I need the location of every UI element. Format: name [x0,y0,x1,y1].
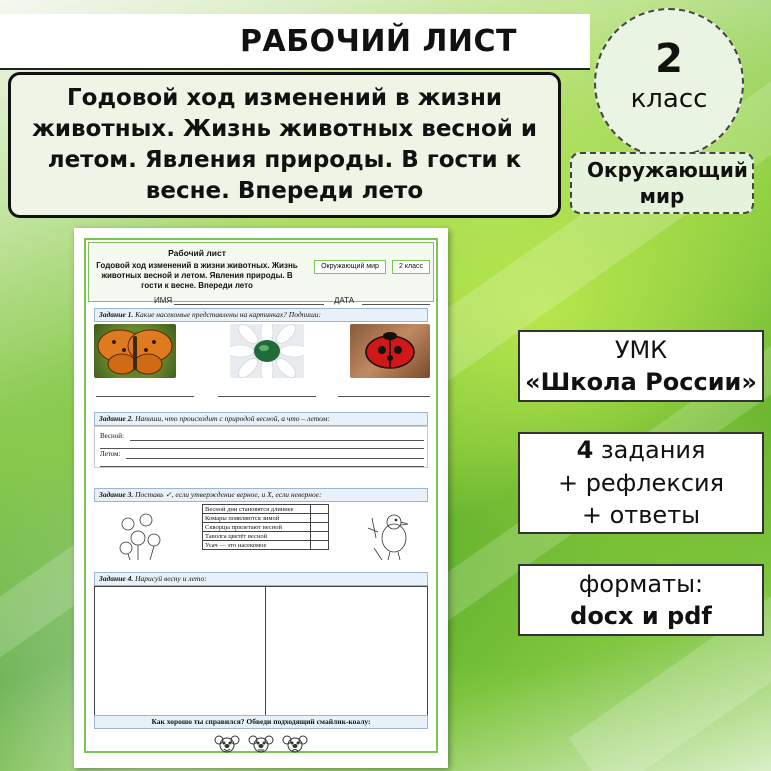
formats-label: форматы: [578,569,704,598]
koala-sad-icon[interactable] [282,734,308,754]
name-line [174,304,324,305]
task1-text: Какие насекомые представлены на картинках? Подпиши: [135,310,322,319]
topic-text: Годовой ход изменений в жизни животных. Жизнь животных весной и летом. Явления природы. В гости к весне. Впереди лето [32,84,537,205]
answer-cell[interactable] [311,505,329,514]
date-line [362,304,430,305]
task2-area [94,426,428,468]
firebug-photo [350,324,430,378]
drawing-divider [265,587,266,715]
task4-number: Задание 4. [99,574,134,583]
task2-text: Напиши, что происходит с природой весной, а что – летом: [135,414,330,423]
statement-cell: Скворцы прилетают весной [203,523,311,532]
task3-text: Поставь ✓, если утверждение верное, и Х, если неверное: [135,490,322,499]
worksheet-subject-chip: Окружающий мир [314,260,386,274]
subject-badge [570,152,754,214]
page-title: РАБОЧИЙ ЛИСТ [240,24,517,59]
answer-cell[interactable] [311,514,329,523]
grade-word: класс [630,84,708,114]
task1-number: Задание 1. [99,310,134,319]
statement-cell: Таволга цветёт весной [203,532,311,541]
spring-line [130,440,424,441]
tasks-word: задания [600,436,706,465]
subject-text: Окружающий мир [587,158,748,208]
umk-value: «Школа России» [525,368,757,396]
task4-bar [94,572,428,586]
extra-reflection: + рефлексия [557,468,725,497]
worksheet-title: Рабочий лист [168,248,226,258]
topic-box [8,72,561,218]
answer-cell[interactable] [311,523,329,532]
grade-number: 2 [655,36,683,82]
name-label: ИМЯ [154,296,173,305]
table-row [203,505,329,514]
koala-happy-icon[interactable] [214,734,240,754]
answer-line-3 [338,396,430,397]
statement-cell: Весной дни становятся длиннее [203,505,311,514]
grade-badge [594,8,744,158]
umk-label: УМК [614,335,668,364]
summer-label: Летом: [100,450,121,458]
task2-bar [94,412,428,426]
formats-value: docx и pdf [570,602,712,630]
reflection-bar: Как хорошо ты справился? Обведи подходящий смайлик-коалу: [94,715,428,729]
task4-text: Нарисуй весну и лето: [135,574,207,583]
spring-line-2 [100,448,424,449]
statement-cell: Усач — это насекомое [203,541,311,550]
answer-cell[interactable] [311,532,329,541]
koala-neutral-icon[interactable] [248,734,274,754]
table-row [203,514,329,523]
task1-bar [94,308,428,322]
answer-line-1 [96,396,194,397]
answer-cell[interactable] [311,541,329,550]
date-label: ДАТА [334,296,355,305]
butterfly-photo [94,324,176,378]
table-row [203,532,329,541]
worksheet-title-block [92,248,302,291]
table-row [203,523,329,532]
drawing-area[interactable] [94,586,428,716]
statement-cell: Комары появляются зимой [203,514,311,523]
tasks-box [518,432,764,534]
spring-label: Весной: [100,432,124,440]
tasks-count: 4 [576,436,594,465]
worksheet-grade-chip: 2 класс [392,260,430,274]
extra-answers: + ответы [581,501,701,530]
statements-table [202,504,329,550]
beetle-photo [230,324,304,378]
worksheet-preview [74,228,448,768]
formats-box [518,564,764,636]
table-row [203,541,329,550]
tasks-line [520,434,762,466]
umk-box [518,330,764,402]
task2-number: Задание 2. [99,414,134,423]
task3-bar [94,488,428,502]
worksheet-topic: Годовой ход изменений в жизни животных. Жизнь животных весной и летом. Явления природы. В гости к весне. Впереди лето [96,260,298,290]
task3-number: Задание 3. [99,490,134,499]
answer-line-2 [218,396,316,397]
summer-line-2 [100,466,424,467]
summer-line [126,458,424,459]
